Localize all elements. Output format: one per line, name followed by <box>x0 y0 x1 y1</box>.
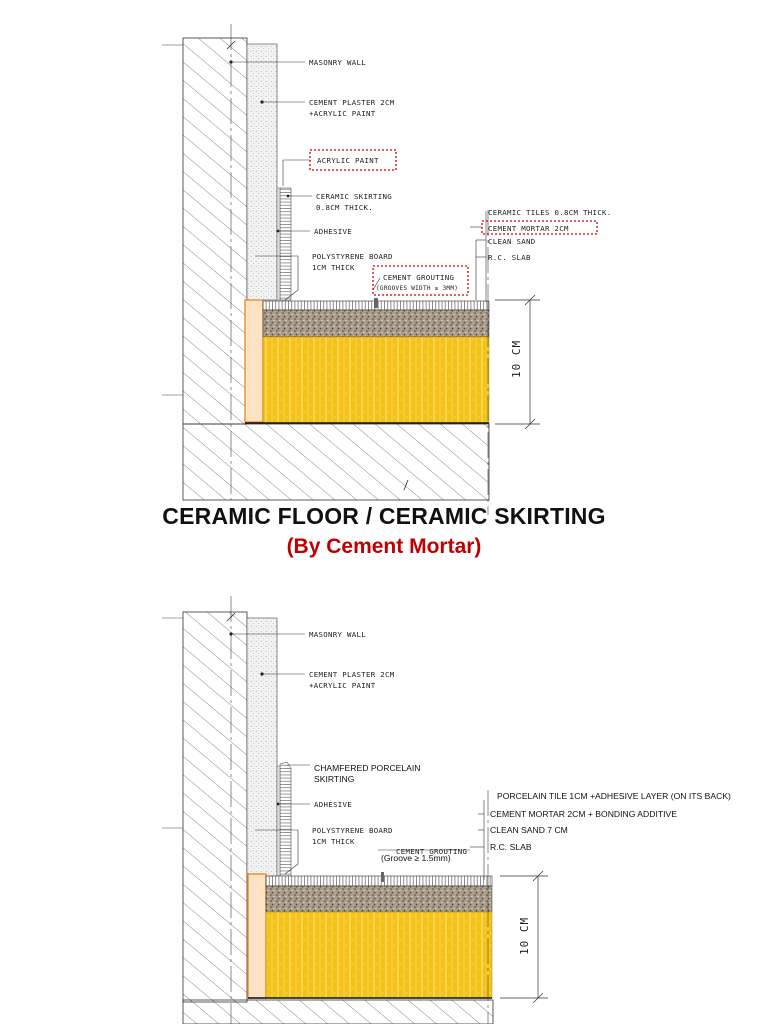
rc-slab <box>183 1000 493 1024</box>
label-adhesive: ADHESIVE <box>314 800 352 809</box>
figure-title: CERAMIC FLOOR / CERAMIC SKIRTING <box>162 503 606 529</box>
label-porcelain-tile: PORCELAIN TILE 1CM +ADHESIVE LAYER (ON ITS BACK) <box>497 791 731 801</box>
detail-a <box>162 24 612 515</box>
polystyrene-board <box>245 300 263 422</box>
detail-b <box>162 596 731 1024</box>
label-skirting-line-2: SKIRTING <box>314 774 355 784</box>
label-polystyrene-line-2: 1CM THICK <box>312 263 355 272</box>
label-polystyrene-line-2: 1CM THICK <box>312 837 355 846</box>
label-cement-mortar: CEMENT MORTAR 2CM + BONDING ADDITIVE <box>490 809 677 819</box>
cement-mortar <box>263 310 489 337</box>
label-acrylic-paint: ACRYLIC PAINT <box>317 156 379 165</box>
label-rc-slab: R.C. SLAB <box>490 842 532 852</box>
label-polystyrene-line-1: POLYSTYRENE BOARD <box>312 252 393 261</box>
cement-mortar <box>266 886 492 912</box>
label-masonry-wall: MASONRY WALL <box>309 58 366 67</box>
label-masonry-wall: MASONRY WALL <box>309 630 366 639</box>
clean-sand <box>266 912 492 998</box>
figure-subtitle: (By Cement Mortar) <box>286 535 482 558</box>
porcelain-tile <box>266 876 492 886</box>
label-cement-grouting: CEMENT GROUTING <box>396 847 468 856</box>
ceramic-skirting <box>280 188 291 300</box>
label-ceramic-tiles: CERAMIC TILES 0.8CM THICK. <box>488 208 612 217</box>
label-adhesive: ADHESIVE <box>314 227 352 236</box>
label-plaster-line-2: +ACRYLIC PAINT <box>309 681 376 690</box>
masonry-wall <box>183 612 247 1002</box>
clean-sand <box>263 337 489 423</box>
label-rc-slab: R.C. SLAB <box>488 253 531 262</box>
label-groove: (Groove ≥ 1.5mm) <box>381 853 451 863</box>
masonry-wall <box>183 38 247 424</box>
polystyrene-board <box>248 874 266 998</box>
label-plaster-line-1: CEMENT PLASTER 2CM <box>309 670 395 679</box>
cement-plaster <box>247 44 277 300</box>
label-skirting-line-1: CHAMFERED PORCELAIN <box>314 763 421 773</box>
label-skirting-line-1: CERAMIC SKIRTING <box>316 192 392 201</box>
rc-slab <box>183 424 489 500</box>
grout-joint <box>374 298 378 308</box>
label-plaster-line-2: +ACRYLIC PAINT <box>309 109 376 118</box>
label-grouting-line-1: CEMENT GROUTING <box>383 273 455 282</box>
chamfered-porcelain-skirting <box>280 762 291 876</box>
label-grouting-line-2: (GROOVES WIDTH ≥ 3MM) <box>376 285 459 292</box>
label-polystyrene-line-1: POLYSTYRENE BOARD <box>312 826 393 835</box>
label-dimension-10cm: 10 CM <box>510 339 523 378</box>
label-clean-sand: CLEAN SAND <box>488 237 536 246</box>
grout-joint <box>381 872 384 882</box>
label-skirting-line-2: 0.8CM THICK. <box>316 203 373 212</box>
label-plaster-line-1: CEMENT PLASTER 2CM <box>309 98 395 107</box>
label-dimension-10cm: 10 CM <box>518 916 531 955</box>
label-clean-sand: CLEAN SAND 7 CM <box>490 825 568 835</box>
cement-plaster <box>247 618 277 876</box>
label-cement-mortar: CEMENT MORTAR 2CM <box>488 224 569 233</box>
